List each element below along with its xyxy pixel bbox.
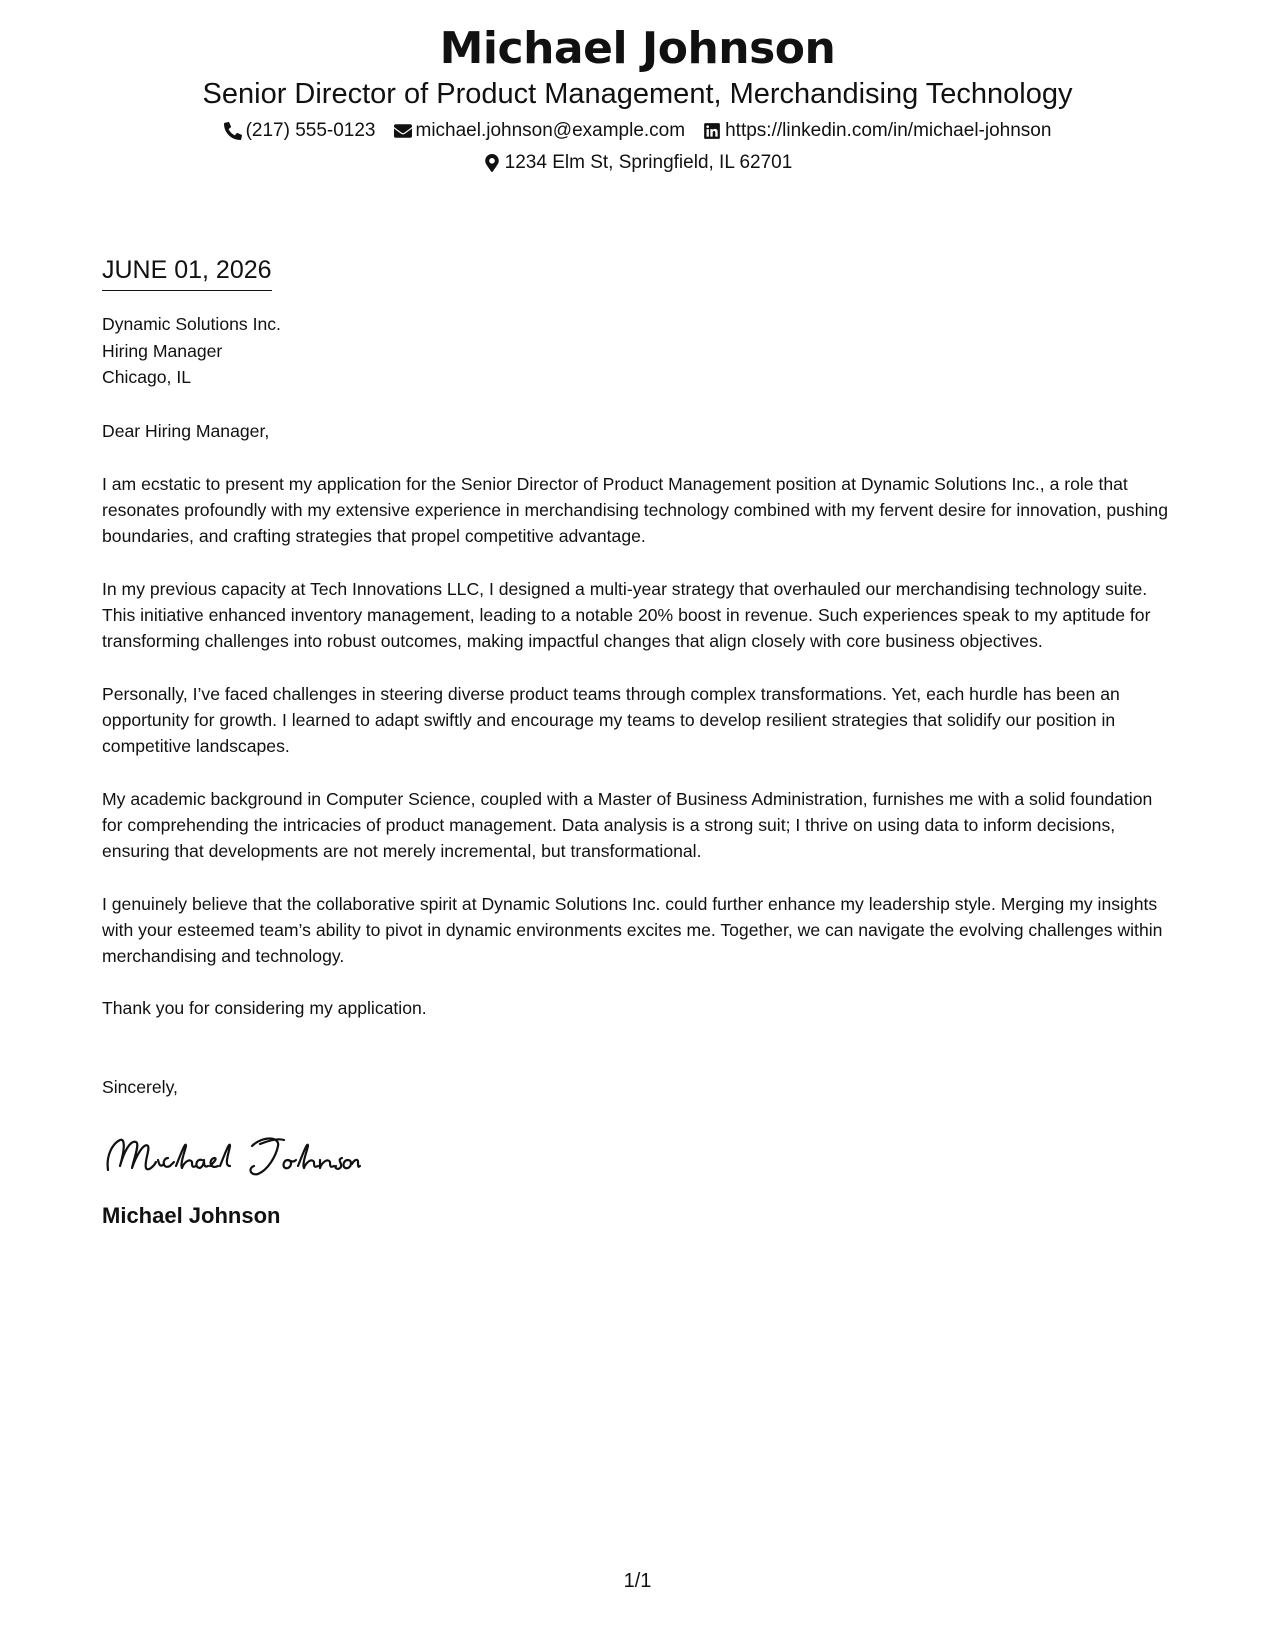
linkedin-icon — [703, 122, 721, 140]
email-text: michael.johnson@example.com — [415, 120, 686, 141]
body-paragraph: I genuinely believe that the collaborative spirit at Dynamic Solutions Inc. could further enhance my leadership style. Merging my insights with your esteemed team’s ability to pivot in dynamic environments excites me. Together, we can navigate the evolving challenges within merchandising and technology. — [102, 893, 1163, 966]
recipient-role: Hiring Manager — [102, 340, 223, 361]
body-paragraph: My academic background in Computer Science, coupled with a Master of Business Administration, furnishes me with a solid foundation for comprehending the intricacies of product management. Data analysis is a strong suit; I thrive on using data to inform decisions, ensuring that developments are not merely incremental, but transformational. — [102, 788, 1153, 861]
signoff: Sincerely, — [102, 1076, 178, 1097]
applicant-title: Senior Director of Product Management, Merchandising Technology — [202, 78, 1073, 110]
address-row — [0, 150, 1275, 176]
body-paragraph: Personally, I’ve faced challenges in steering diverse product teams through complex transformations. Yet, each hurdle has been an opportunity for growth. I learned to adapt swiftly and encourage my teams to develop resilient strategies that solidify our position in competitive landscapes. — [102, 683, 1120, 756]
letter-body — [102, 254, 1177, 1230]
contact-email[interactable] — [394, 118, 686, 144]
contact-row — [0, 118, 1275, 144]
letter-header — [0, 22, 1275, 176]
contact-linkedin[interactable] — [703, 118, 1051, 144]
contact-address — [483, 150, 793, 176]
signed-name: Michael Johnson — [102, 1202, 281, 1228]
salutation: Dear Hiring Manager, — [102, 420, 270, 441]
handwritten-signature — [102, 1126, 402, 1186]
map-marker-icon — [483, 154, 501, 172]
recipient-location: Chicago, IL — [102, 367, 191, 387]
body-paragraph: I am ecstatic to present my application for the Senior Director of Product Management position at Dynamic Solutions Inc., a role that resonates profoundly with my extensive experience in merchandising technology combined with my fervent desire for innovation, pushing boundaries, and crafting strategies that propel competitive advantage. — [102, 473, 1168, 546]
letter-date: JUNE 01, 2026 — [102, 254, 272, 291]
body-paragraph: In my previous capacity at Tech Innovations LLC, I designed a multi-year strategy that overhauled our merchandising technology suite. This initiative enhanced inventory management, leading to a notable 20% boost in revenue. Such experiences speak to my aptitude for transforming challenges into robust outcomes, making impactful changes that align closely with core business objectives. — [102, 578, 1151, 651]
linkedin-text: https://linkedin.com/in/michael-johnson — [725, 120, 1052, 141]
applicant-name: Michael Johnson — [439, 23, 836, 74]
phone-text: (217) 555-0123 — [245, 120, 376, 141]
recipient-block — [102, 311, 1177, 391]
recipient-company: Dynamic Solutions Inc. — [102, 314, 281, 334]
address-text: 1234 Elm St, Springfield, IL 62701 — [504, 152, 793, 173]
envelope-icon — [394, 122, 412, 140]
page-number: 1/1 — [623, 1570, 652, 1592]
phone-icon — [224, 122, 242, 140]
closing-thanks: Thank you for considering my application. — [102, 997, 427, 1018]
contact-phone — [224, 118, 376, 144]
